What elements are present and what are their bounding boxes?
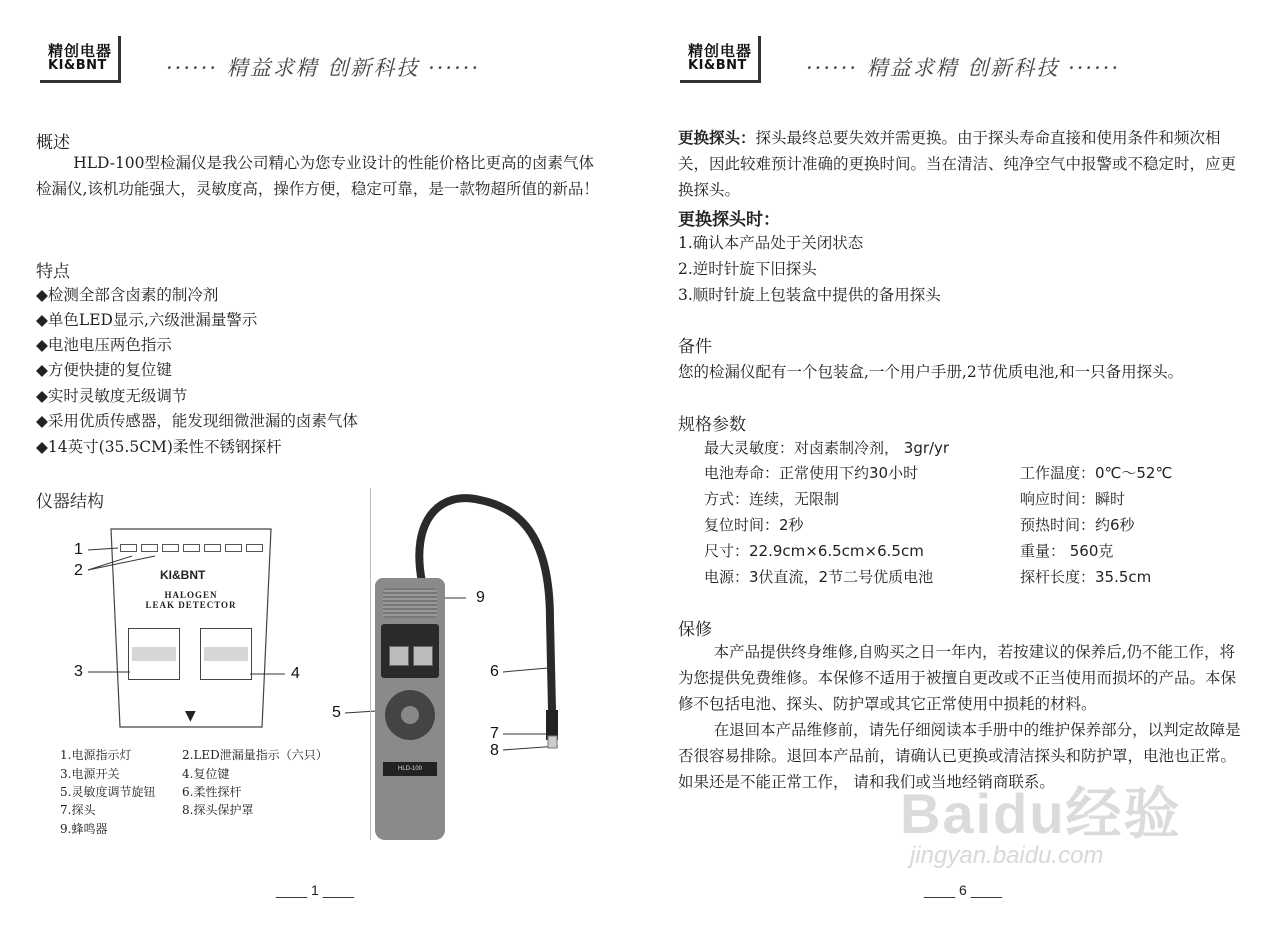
- features-title: 特点: [36, 262, 70, 282]
- warranty-title: 保修: [678, 620, 712, 640]
- specs-title: 规格参数: [678, 415, 746, 435]
- spec-item: 响应时间：瞬时: [1020, 490, 1126, 508]
- callout-5: 5: [332, 704, 341, 721]
- page-number-value: 1: [311, 882, 319, 898]
- accessories-title: 备件: [678, 337, 712, 357]
- spec-item: 电源：3伏直流，2节二号优质电池: [704, 568, 934, 586]
- display-face: [381, 624, 439, 678]
- callout-3: 3: [74, 663, 83, 680]
- overview-body: HLD-100型检漏仪是我公司精心为您专业设计的性能价格比更高的卤素气体检漏仪,该机功能强大，灵敏度高，操作方便，稳定可靠，是一款物超所值的新品！: [36, 154, 599, 198]
- spec-item: 重量： 560克: [1020, 542, 1114, 560]
- feature-item: ◆实时灵敏度无级调节: [36, 387, 188, 405]
- feature-item: ◆检测全部含卤素的制冷剂: [36, 286, 219, 304]
- feature-item: ◆电池电压两色指示: [36, 336, 172, 354]
- overview-title: 概述: [36, 133, 70, 153]
- legend-item: 5.灵敏度调节旋钮: [60, 785, 156, 799]
- legend-item: 9.蜂鸣器: [60, 822, 108, 836]
- legend-item: 3.电源开关: [60, 767, 120, 781]
- replace-body: 探头最终总要失效并需更换。由于探头寿命直接和使用条件和频次相关，因此较难预计准确的更换时间。当在清洁、纯净空气中报警或不稳定时，应更换探头。: [678, 129, 1237, 199]
- callout-2: 2: [74, 562, 83, 579]
- page-number: ____ 6 ____: [924, 882, 1002, 898]
- legend-item: 8.探头保护罩: [182, 803, 254, 817]
- accessories-body: 您的检漏仪配有一个包装盒,一个用户手册,2节优质电池,和一只备用探头。: [678, 363, 1184, 381]
- spec-item: 工作温度：0℃～52℃: [1020, 464, 1173, 482]
- warranty-p1: 本产品提供终身维修,自购买之日一年内，若按建议的保养后,仍不能工作，将为您提供免费维修。本保修不适用于被擅自更改或不正当使用而损坏的产品。本保修不包括电池、探头、防护罩或其它正常使用中损耗的材料。: [678, 643, 1237, 713]
- spec-item: 最大灵敏度：对卤素制冷剂， 3gr/yr: [704, 439, 950, 457]
- slogan: ······ 精益求精 创新科技 ······: [166, 56, 481, 80]
- watermark-url: jingyan.baidu.com: [910, 842, 1104, 869]
- page-number: ____ 1 ____: [276, 882, 354, 898]
- legend-item: 1.电源指示灯: [60, 748, 132, 762]
- replace-step: 1.确认本产品处于关闭状态: [678, 234, 864, 252]
- replace-step: 3.顺时针旋上包装盒中提供的备用探头: [678, 286, 941, 304]
- spec-item: 探杆长度：35.5cm: [1020, 568, 1152, 586]
- buzzer: [383, 588, 437, 618]
- warranty-p2: 在退回本产品维修前，请先仔细阅读本手册中的维护保养部分，以判定故障是否很容易排除。退回本产品前，请确认已更换或清洁探头和防护罩，电池也正常。如果还是不能正常工作， 请和我们或当地经销商联系。: [678, 721, 1241, 791]
- watermark-logo: Baidu经验: [900, 782, 1182, 845]
- spec-item: 复位时间：2秒: [704, 516, 804, 534]
- down-arrow-icon: ▼: [185, 708, 196, 724]
- replace-steps-title: 更换探头时：: [678, 210, 780, 230]
- brand-logo: [680, 36, 762, 82]
- sensitivity-knob: [385, 690, 435, 740]
- model-label: HLD-100: [383, 762, 437, 776]
- legend-item: 2.LED泄漏量指示（六只）: [182, 748, 328, 762]
- detector-photo: [375, 578, 445, 840]
- logo-cn: 精创电器: [48, 42, 113, 60]
- callout-7: 7: [490, 725, 499, 742]
- legend-item: 7.探头: [60, 803, 96, 817]
- panel-brand: KI&BNT: [160, 568, 206, 582]
- callout-6: 6: [490, 663, 499, 680]
- logo-cn: 精创电器: [688, 42, 753, 60]
- callout-4: 4: [291, 665, 300, 682]
- legend-item: 4.复位键: [182, 767, 230, 781]
- divider: [370, 488, 371, 840]
- spec-item: 预热时间：约6秒: [1020, 516, 1135, 534]
- slogan: ······ 精益求精 创新科技 ······: [806, 56, 1121, 80]
- callout-9: 9: [476, 589, 485, 606]
- replace-step: 2.逆时针旋下旧探头: [678, 260, 817, 278]
- feature-item: ◆采用优质传感器，能发现细微泄漏的卤素气体: [36, 412, 358, 430]
- logo-en: KI&BNT: [48, 58, 107, 73]
- page-number-value: 6: [959, 882, 967, 898]
- feature-item: ◆14英寸(35.5CM)柔性不锈钢探杆: [36, 438, 282, 456]
- legend-item: 6.柔性探杆: [182, 785, 242, 799]
- panel-title-line1: HALOGEN: [164, 590, 218, 600]
- spec-item: 尺寸：22.9cm×6.5cm×6.5cm: [704, 542, 924, 560]
- feature-item: ◆单色LED显示,六级泄漏量警示: [36, 311, 258, 329]
- logo-en: KI&BNT: [688, 58, 747, 73]
- callout-1: 1: [74, 541, 83, 558]
- replace-label: 更换探头：: [678, 129, 756, 147]
- callout-8: 8: [490, 742, 499, 759]
- feature-item: ◆方便快捷的复位键: [36, 361, 172, 379]
- spec-item: 电池寿命：正常使用下约30小时: [704, 464, 919, 482]
- replace-paragraph: [678, 125, 1243, 203]
- spec-item: 方式：连续，无限制: [704, 490, 840, 508]
- panel-title-line2: LEAK DETECTOR: [145, 600, 237, 610]
- structure-title: 仪器结构: [36, 492, 104, 512]
